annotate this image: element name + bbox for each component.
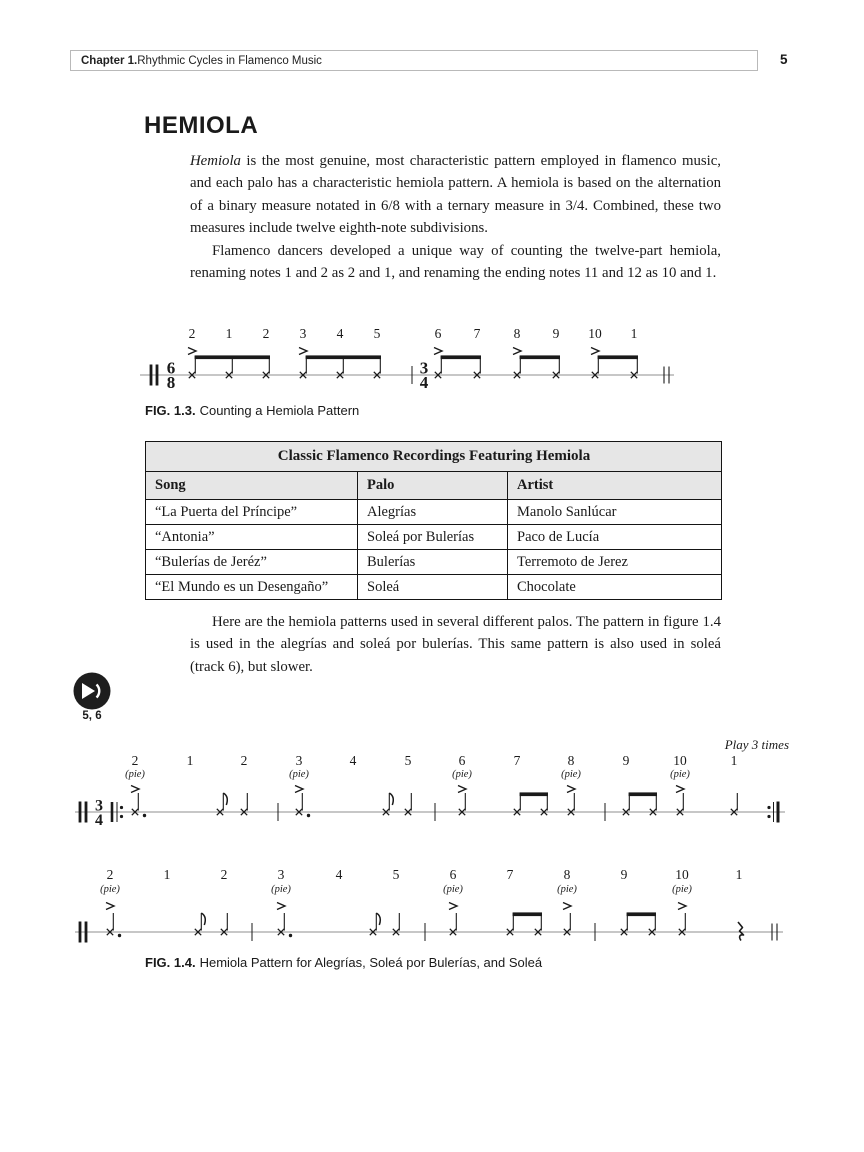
svg-text:5: 5 [404, 753, 412, 768]
svg-text:(pie): (pie) [443, 884, 463, 895]
svg-text:4: 4 [336, 326, 344, 341]
svg-text:3: 3 [277, 867, 285, 882]
cell-artist: Chocolate [508, 575, 722, 600]
svg-text:5: 5 [373, 326, 381, 341]
table-header-row [146, 472, 722, 500]
table-row [146, 575, 722, 600]
svg-text:10: 10 [588, 326, 602, 341]
body-text-block-2 [190, 611, 721, 678]
svg-text:4: 4 [95, 812, 103, 829]
svg-text:(pie): (pie) [672, 884, 692, 895]
svg-text:1: 1 [730, 753, 738, 768]
table-title: Classic Flamenco Recordings Featuring Hemiola [146, 442, 722, 472]
fig13-caption-text: Counting a Hemiola Pattern [199, 403, 360, 418]
svg-text:3: 3 [295, 753, 303, 768]
speaker-icon [73, 672, 111, 710]
chapter-label: Chapter 1. [81, 54, 138, 67]
column-header-artist: Artist [508, 472, 722, 500]
fig14-stave1 [75, 738, 797, 837]
cell-palo: Bulerías [358, 550, 508, 575]
recordings-table [145, 441, 722, 600]
fig13-stave [140, 322, 685, 411]
paragraph-1-rest: is the most genuine, most characteristic pattern employed in flamenco music, and each palo has a characteristic hemiola pattern. A hemiola is based on the alternation of a binary measure notated in 6/8 with a ternary measure in 3/4. Combined, these two measures include twelve eighth-note subdivisions. [190, 153, 721, 237]
svg-text:9: 9 [622, 753, 630, 768]
svg-text:10: 10 [675, 867, 689, 882]
column-header-palo: Palo [358, 472, 508, 500]
svg-text:10: 10 [673, 753, 687, 768]
svg-text:6: 6 [449, 867, 457, 882]
paragraph-3: Here are the hemiola patterns used in several different palos. The pattern in figure 1.4 is used in the alegrías and soleá por bulerías. This same pattern is also used in soleá (track 6), but slower. [190, 614, 721, 675]
svg-text:7: 7 [513, 753, 521, 768]
cell-palo: Alegrías [358, 500, 508, 525]
chapter-title: Rhythmic Cycles in Flamenco Music [137, 54, 322, 67]
cell-song: “Bulerías de Jeréz” [146, 550, 358, 575]
table-row [146, 500, 722, 525]
svg-text:1: 1 [225, 326, 233, 341]
svg-text:(pie): (pie) [557, 884, 577, 895]
svg-text:2: 2 [220, 867, 228, 882]
fig14-stave2 [75, 858, 797, 957]
svg-text:3: 3 [95, 797, 103, 815]
svg-text:5: 5 [392, 867, 400, 882]
svg-text:(pie): (pie) [670, 769, 690, 780]
svg-text:6: 6 [434, 326, 442, 341]
table-title-row [146, 442, 722, 472]
paragraph-1-lead-italic: Hemiola [190, 153, 241, 169]
svg-text:(pie): (pie) [289, 769, 309, 780]
svg-text:1: 1 [186, 753, 194, 768]
paragraph-1 [190, 150, 721, 240]
cell-song: “La Puerta del Príncipe” [146, 500, 358, 525]
svg-text:6: 6 [458, 753, 466, 768]
fig13-caption [145, 403, 359, 418]
cell-artist: Terremoto de Jerez [508, 550, 722, 575]
cell-palo: Soleá [358, 575, 508, 600]
svg-text:8: 8 [166, 373, 176, 392]
svg-text:9: 9 [552, 326, 560, 341]
svg-text:2: 2 [188, 326, 196, 341]
svg-text:3: 3 [299, 326, 307, 341]
svg-text:1: 1 [163, 867, 171, 882]
audio-track-numbers: 5, 6 [82, 710, 102, 722]
svg-text:7: 7 [473, 326, 481, 341]
svg-text:8: 8 [513, 326, 521, 341]
table-row [146, 525, 722, 550]
svg-text:4: 4 [335, 867, 343, 882]
svg-text:(pie): (pie) [561, 769, 581, 780]
svg-text:3: 3 [419, 358, 429, 378]
svg-text:1: 1 [630, 326, 638, 341]
table-row [146, 550, 722, 575]
svg-text:4: 4 [419, 373, 429, 392]
svg-text:7: 7 [506, 867, 514, 882]
svg-text:(pie): (pie) [125, 769, 145, 780]
svg-text:9: 9 [620, 867, 628, 882]
svg-text:8: 8 [567, 753, 575, 768]
cell-song: “El Mundo es un Desengaño” [146, 575, 358, 600]
cell-artist: Manolo Sanlúcar [508, 500, 722, 525]
svg-text:(pie): (pie) [100, 884, 120, 895]
paragraph-2: Flamenco dancers developed a unique way of counting the twelve-part hemiola, renaming notes 1 and 2 as 2 and 1, and renaming the ending notes 11 and 12 as 10 and 1. [190, 242, 721, 282]
fig13-caption-label: FIG. 1.3. [145, 403, 196, 418]
svg-text:2: 2 [262, 326, 270, 341]
fig14-caption-text: Hemiola Pattern for Alegrías, Soleá por Bulerías, and Soleá [199, 955, 543, 970]
svg-text:(pie): (pie) [452, 769, 472, 780]
svg-text:4: 4 [349, 753, 357, 768]
body-text-block [190, 150, 721, 284]
running-header [70, 50, 758, 71]
svg-text:Play 3 times: Play 3 times [724, 738, 789, 752]
svg-text:2: 2 [106, 867, 114, 882]
fig14-caption [145, 955, 542, 970]
svg-text:8: 8 [563, 867, 571, 882]
svg-text:1: 1 [735, 867, 743, 882]
cell-artist: Paco de Lucía [508, 525, 722, 550]
column-header-song: Song [146, 472, 358, 500]
svg-text:(pie): (pie) [271, 884, 291, 895]
fig14-caption-label: FIG. 1.4. [145, 955, 196, 970]
svg-text:2: 2 [240, 753, 248, 768]
svg-text:6: 6 [166, 358, 176, 378]
cell-palo: Soleá por Bulerías [358, 525, 508, 550]
section-title: HEMIOLA [144, 112, 259, 139]
cell-song: “Antonia” [146, 525, 358, 550]
svg-text:2: 2 [131, 753, 139, 768]
page-number: 5 [780, 52, 788, 67]
